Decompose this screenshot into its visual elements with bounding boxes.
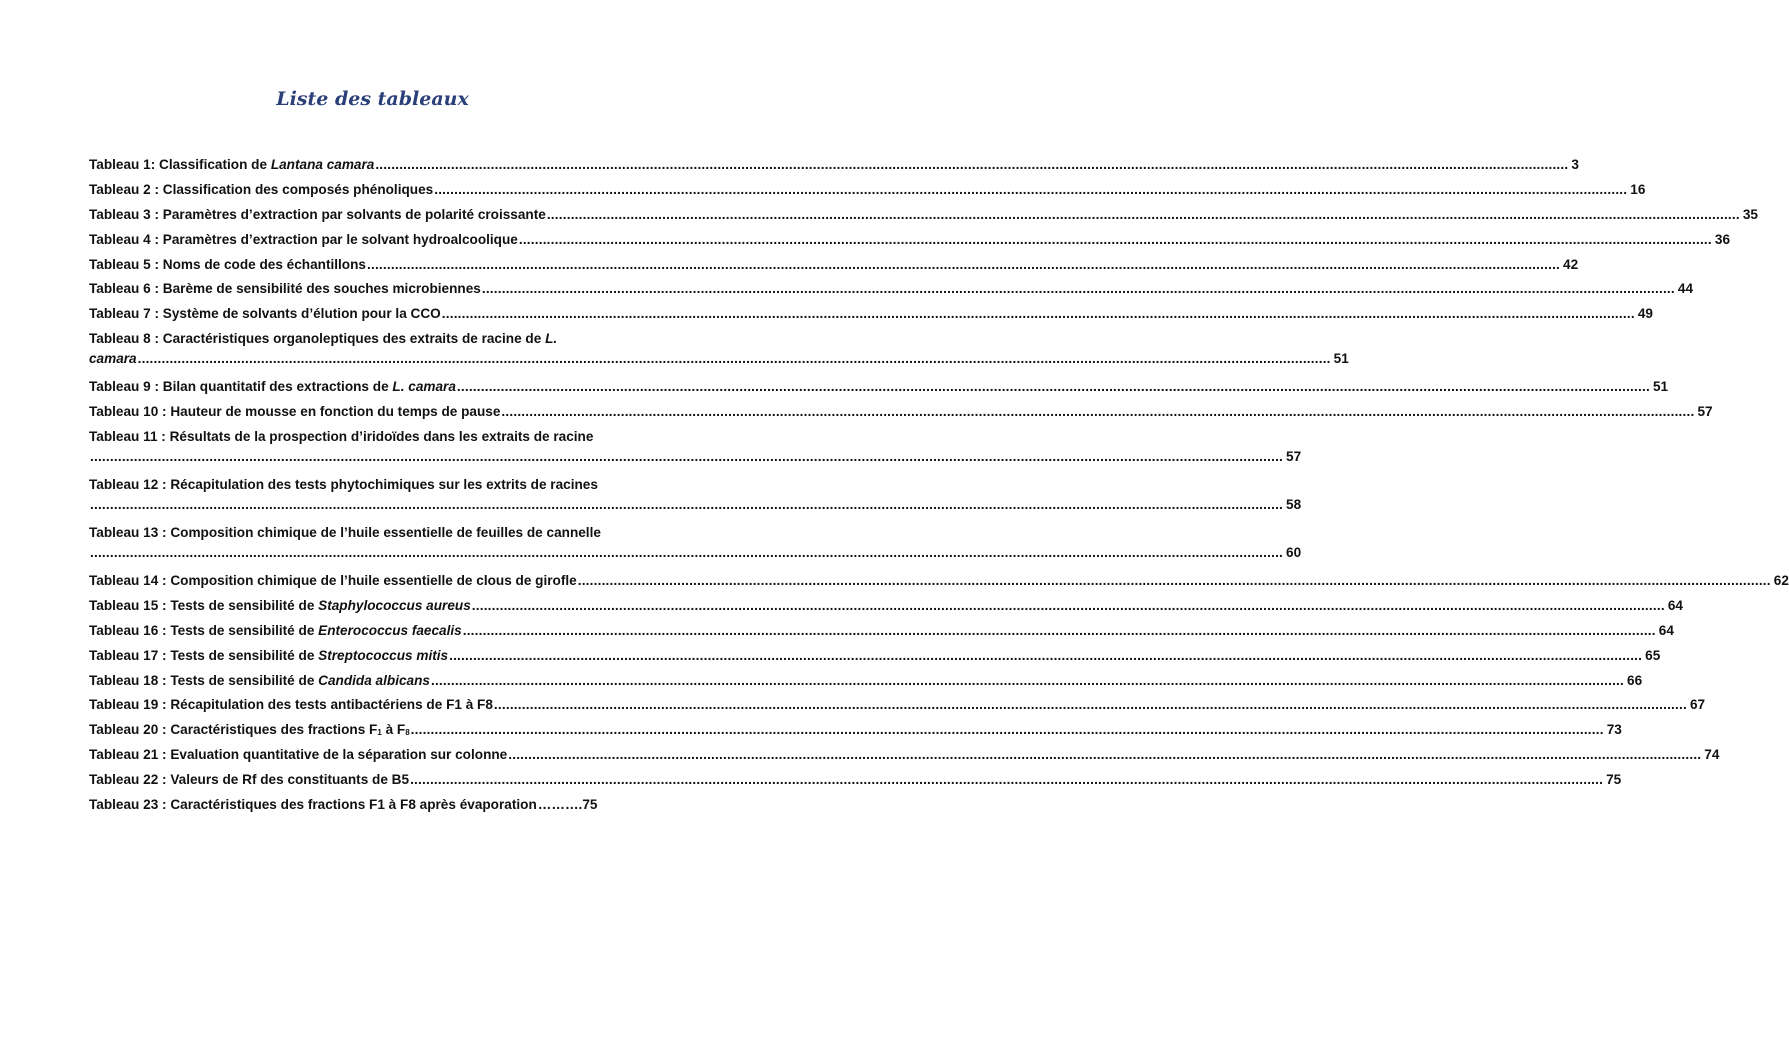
- toc-entry-line: [89, 597, 1683, 615]
- toc-entry-line: [89, 280, 1694, 298]
- toc-entry-text: Tableau 3 : Paramètres d’extraction par solvants de polarité croissante: [89, 206, 546, 222]
- toc-entry[interactable]: [89, 746, 1720, 771]
- dot-leader: ............................................................................................................................................................................................................................................................................................................: [501, 404, 1695, 420]
- dot-leader: ............................................................................................................................................................................................................................................................................................................: [375, 157, 1569, 172]
- page-number: 35: [1740, 206, 1758, 224]
- dot-leader: ............................................................................................................................................................................................................................................................................................................: [456, 379, 1650, 395]
- dot-leader: ............................................................................................................................................................................................................................................................................................................: [462, 622, 1656, 638]
- toc-entry-text: Tableau 4 : Paramètres d’extraction par le solvant hydroalcoolique: [89, 231, 518, 247]
- page-number: 49: [1635, 305, 1653, 323]
- toc-entry-text: Tableau 17 : Tests de sensibilité de Streptococcus mitis: [89, 647, 449, 663]
- toc-entry-line: [89, 771, 1622, 789]
- page-number: 51: [1650, 378, 1668, 396]
- toc-entry[interactable]: [89, 403, 1713, 428]
- toc-entry-italic: Staphylococcus aureus: [318, 597, 471, 613]
- dot-leader: ............................................................................................................................................................................................................................................................................................................: [90, 545, 1284, 561]
- page-number: 3: [1568, 156, 1579, 174]
- dot-leader: ............................................................................................................................................................................................................................................................................................................: [471, 597, 1665, 613]
- dot-leader: ............................................................................................................................................................................................................................................................................................................: [518, 231, 1712, 247]
- dot-leader: ............................................................................................................................................................................................................................................................................................................: [508, 747, 1702, 763]
- page-number: 73: [1604, 721, 1622, 739]
- toc-entry[interactable]: [89, 696, 1706, 721]
- toc-entry-italic: Enterococcus faecalis: [318, 622, 462, 638]
- toc-entry-line: [89, 206, 1758, 224]
- toc-entry-text: Tableau 2 : Classification des composés phénoliques: [89, 181, 434, 197]
- toc-entry-line: [89, 156, 1579, 174]
- toc-entry-line: [89, 544, 1302, 562]
- toc-entry[interactable]: [89, 597, 1683, 622]
- toc-entry-line: [89, 572, 1789, 590]
- toc-entry-line: [89, 524, 656, 542]
- page-number: 16: [1627, 181, 1645, 199]
- toc-entry[interactable]: [89, 256, 1579, 281]
- toc-entry-italic: camara: [89, 351, 137, 367]
- toc-entry[interactable]: [89, 428, 1302, 476]
- page-number: 51: [1331, 350, 1349, 368]
- toc-entry-line: [89, 330, 656, 348]
- toc-entry-text: Tableau 10 : Hauteur de mousse en fonction du temps de pause: [89, 404, 501, 420]
- page-number: 57: [1694, 403, 1712, 421]
- toc-entry-line: [89, 305, 1653, 323]
- toc-entry-text: Tableau 9 : Bilan quantitatif des extractions de L. camara: [89, 379, 456, 395]
- toc-entry[interactable]: [89, 721, 1622, 746]
- toc-entry-text: Tableau 21 : Evaluation quantitative de la séparation sur colonne: [89, 747, 508, 763]
- subscript: 8: [405, 728, 410, 738]
- page-number: 36: [1712, 231, 1730, 249]
- dot-leader: ............................................................................................................................................................................................................................................................................................................: [410, 722, 1604, 738]
- toc-entry[interactable]: [89, 231, 1731, 256]
- toc-entry-text: Tableau 18 : Tests de sensibilité de Candida albicans: [89, 672, 430, 688]
- toc-entry-text: Tableau 8 : Caractéristiques organoleptiques des extraits de racine de: [89, 331, 546, 347]
- dot-leader: ............................................................................................................................................................................................................................................................................................................: [546, 206, 1740, 222]
- toc-entry[interactable]: [89, 622, 1674, 647]
- toc-entry[interactable]: [89, 647, 1661, 672]
- toc-entry-line: [89, 746, 1720, 764]
- toc-entry-line: [89, 378, 1669, 396]
- page-number: 62: [1771, 572, 1789, 590]
- page-number: 75: [582, 797, 598, 813]
- toc-entry[interactable]: [89, 378, 1669, 403]
- page-number: 74: [1701, 746, 1719, 764]
- dot-leader: ............................................................................................................................................................................................................................................................................................................: [430, 672, 1625, 688]
- dot-leader: ............................................................................................................................................................................................................................................................................................................: [90, 497, 1284, 513]
- toc-entry-text: Tableau 22 : Valeurs de Rf des constituants de B5: [89, 772, 410, 788]
- page-number: 58: [1283, 496, 1301, 514]
- dot-leader: ............................................................................................................................................................................................................................................................................................................: [441, 306, 1635, 322]
- toc-entry-line: [89, 496, 1302, 514]
- toc-entry-italic: Streptococcus mitis: [318, 647, 449, 663]
- toc-entry[interactable]: [89, 305, 1653, 330]
- toc-entry[interactable]: [89, 796, 656, 821]
- page-number: 64: [1665, 597, 1683, 615]
- toc-entry-text: Tableau 16 : Tests de sensibilité de Enterococcus faecalis: [89, 622, 462, 638]
- dot-leader: ............................................................................................................................................................................................................................................................................................................: [434, 181, 1628, 197]
- page-number: 60: [1283, 544, 1301, 562]
- page-number: 66: [1624, 672, 1642, 690]
- dot-leader: ............................................................................................................................................................................................................................................................................................................: [449, 647, 1643, 663]
- dot-leader: ............................................................................................................................................................................................................................................................................................................: [493, 697, 1687, 713]
- toc-entry-line: [89, 428, 656, 446]
- toc-entry-text: Tableau 19 : Récapitulation des tests antibactériens de F1 à F8: [89, 697, 493, 713]
- dot-leader: ……….: [537, 797, 583, 813]
- toc-entry[interactable]: [89, 181, 1646, 206]
- toc-entry-text: [89, 350, 138, 368]
- toc-entry[interactable]: [89, 524, 1302, 572]
- toc-entry-text: Tableau 20 : Caractéristiques des fractions $F_1$ à $F_8$: [89, 721, 411, 741]
- toc-entry-line: [89, 350, 1349, 368]
- toc-entry-line: [89, 796, 656, 814]
- dot-leader: ............................................................................................................................................................................................................................................................................................................: [137, 351, 1331, 367]
- dot-leader: ............................................................................................................................................................................................................................................................................................................: [90, 449, 1284, 465]
- toc-entry-text: Tableau 23 : Caractéristiques des fractions F1 à F8 après évaporation: [89, 797, 537, 813]
- toc-entry-line: [89, 181, 1646, 199]
- dot-leader: ............................................................................................................................................................................................................................................................................................................: [410, 772, 1604, 788]
- toc-entry-text: Tableau 11 : Résultats de la prospection d’iridoïdes dans les extraits de racine: [89, 429, 594, 445]
- toc-entry[interactable]: [89, 330, 1349, 378]
- dot-leader: ............................................................................................................................................................................................................................................................................................................: [481, 281, 1675, 297]
- toc-entry[interactable]: [89, 771, 1622, 796]
- page-title: Liste des tableaux: [276, 88, 469, 110]
- toc-entry-text: Tableau 5 : Noms de code des échantillons: [89, 256, 366, 272]
- toc-entry-text: Tableau 14 : Composition chimique de l’huile essentielle de clous de girofle: [89, 573, 577, 589]
- toc-entry-italic: Lantana camara: [270, 157, 375, 172]
- dot-leader: ............................................................................................................................................................................................................................................................................................................: [577, 573, 1771, 589]
- toc-entry-text: Tableau 13 : Composition chimique de l’huile essentielle de feuilles de cannelle: [89, 525, 601, 541]
- toc-entry-line: [89, 256, 1579, 274]
- subscript: 1: [377, 728, 382, 738]
- page-number: 42: [1560, 256, 1578, 274]
- toc-entry-text: Tableau 12 : Récapitulation des tests phytochimiques sur les extrits de racines: [89, 477, 598, 493]
- toc-entry-line: [89, 622, 1674, 640]
- page-number: 57: [1283, 448, 1301, 466]
- page-number: 65: [1642, 647, 1660, 665]
- toc-entry-line: [89, 647, 1661, 665]
- dot-leader: ............................................................................................................................................................................................................................................................................................................: [366, 256, 1561, 272]
- toc-entry-italic: L.: [545, 331, 558, 347]
- toc-entry-italic: L. camara: [392, 379, 456, 395]
- toc-entry[interactable]: [89, 156, 1579, 181]
- page-number: 44: [1675, 280, 1693, 298]
- toc-entry-text: Tableau 1: Classification de Lantana camara: [89, 157, 375, 172]
- toc-entry-line: [89, 231, 1731, 249]
- toc-entry-text: Tableau 7 : Système de solvants d’élution pour la CCO: [89, 306, 441, 322]
- toc-entry-text: Tableau 6 : Barème de sensibilité des souches microbiennes: [89, 281, 481, 297]
- page-number: 64: [1656, 622, 1674, 640]
- toc-entry[interactable]: [89, 280, 1694, 305]
- toc-entry[interactable]: [89, 476, 1302, 524]
- toc-entry[interactable]: [89, 572, 1789, 597]
- toc-entry-line: [89, 448, 1302, 466]
- toc-entry-line: [89, 672, 1643, 690]
- page-number: 75: [1603, 771, 1621, 789]
- page-number: 67: [1687, 696, 1705, 714]
- toc-entry-line: [89, 476, 656, 494]
- toc-entry-italic: Candida albicans: [318, 672, 430, 688]
- toc-entry-line: [89, 403, 1713, 421]
- toc-entry-line: [89, 696, 1706, 714]
- toc-entry-line: [89, 721, 1622, 741]
- table-list: [89, 156, 1789, 821]
- toc-entry[interactable]: [89, 206, 1758, 231]
- toc-entry-text: Tableau 15 : Tests de sensibilité de Staphylococcus aureus: [89, 597, 471, 613]
- toc-entry[interactable]: [89, 672, 1643, 697]
